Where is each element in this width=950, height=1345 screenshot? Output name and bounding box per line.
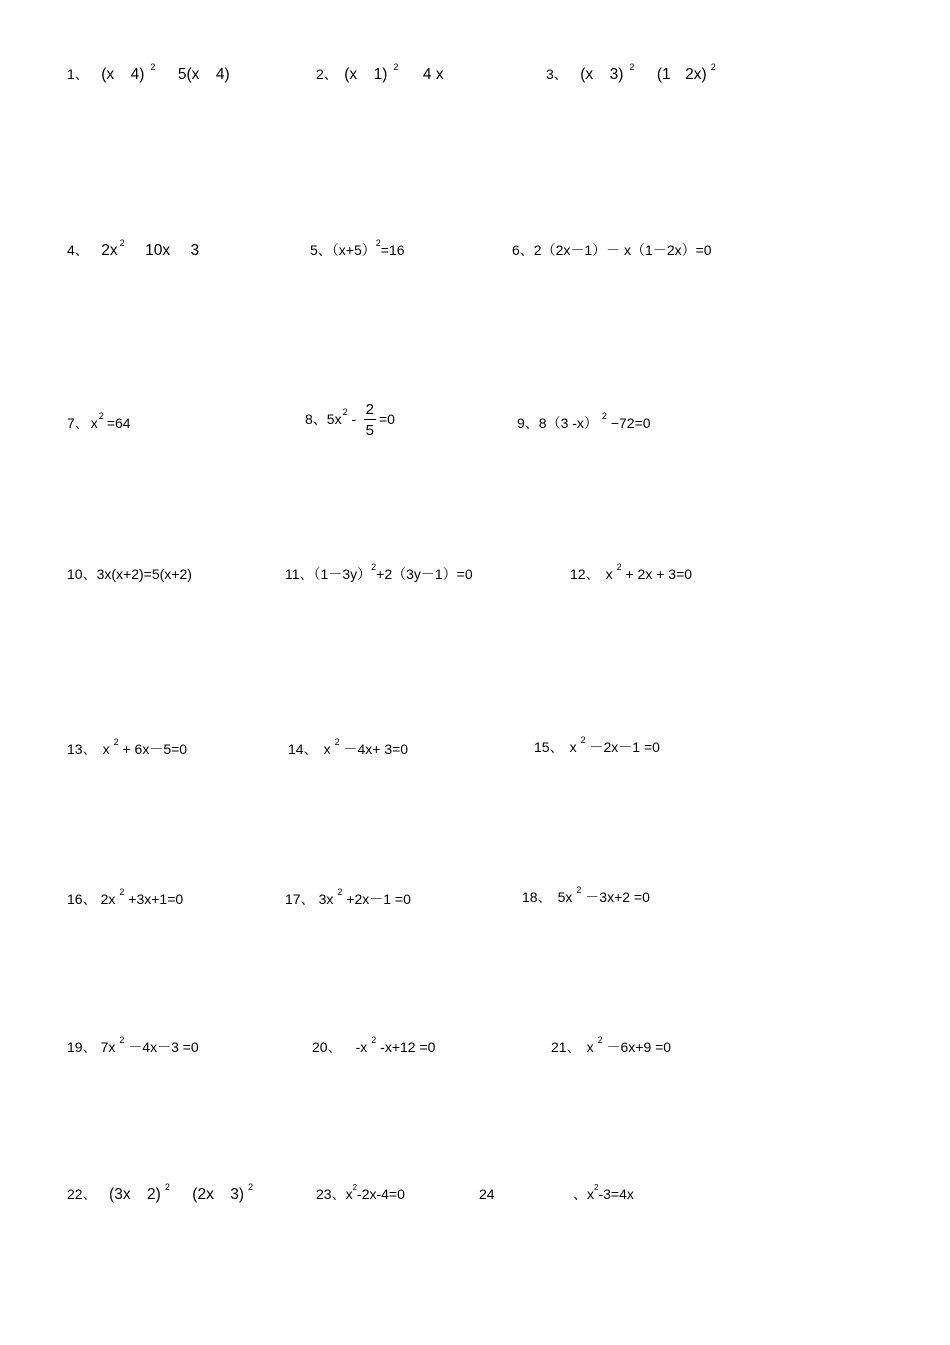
equation-part: x — [587, 1186, 595, 1202]
equation-part: －4x+ 3=0 — [339, 741, 409, 757]
problem-24 — [479, 1183, 634, 1203]
equation-part: x — [90, 415, 98, 431]
problem-number: 7、 — [67, 415, 89, 431]
equation-part: 2x — [100, 891, 116, 907]
exponent: 2 — [601, 411, 607, 421]
exponent: 2 — [248, 1182, 254, 1192]
equation-part: 1) — [373, 66, 388, 83]
exponent: 2 — [334, 737, 340, 747]
equation-part: x — [323, 741, 331, 757]
problem-19 — [67, 1035, 199, 1056]
problem-23 — [316, 1183, 405, 1203]
problem-number: 12、 — [570, 566, 600, 582]
exponent: 2 — [113, 737, 119, 747]
equation-part: 7x — [100, 1039, 116, 1055]
equation-part: 3 — [190, 242, 200, 259]
problem-number: 9、 — [517, 415, 539, 431]
equation-part: 8（3 -x） — [538, 415, 598, 431]
equation-part: -2x-4=0 — [357, 1186, 405, 1202]
equation-part: －4x－3 =0 — [124, 1039, 199, 1055]
problem-separator: 、 — [573, 1186, 588, 1202]
equation-part: 3x — [318, 891, 334, 907]
problem-number: 1、 — [67, 66, 89, 82]
problem-14 — [288, 737, 409, 758]
problem-21 — [551, 1035, 672, 1056]
equation-part: 3x(x+2)=5(x+2) — [96, 566, 192, 582]
equation-part: 5(x — [177, 66, 200, 83]
equation-part: =64 — [106, 415, 131, 431]
problem-17 — [285, 887, 411, 908]
exponent: 2 — [576, 885, 582, 895]
equation-part: －3x+2 =0 — [581, 889, 650, 905]
problem-number: 3、 — [546, 66, 568, 82]
problem-8 — [305, 402, 395, 438]
problem-number: 13、 — [67, 741, 97, 757]
equation-part: 2x — [101, 242, 118, 259]
equation-part: -3=4x — [598, 1186, 634, 1202]
problem-5 — [310, 238, 405, 259]
problem-4 — [67, 238, 200, 259]
exponent: 2 — [710, 62, 716, 72]
equation-part: +3x+1=0 — [124, 891, 184, 907]
equation-part: 4 x — [422, 66, 444, 83]
equation-part: x — [605, 566, 613, 582]
equation-part: 2) — [147, 1186, 161, 1203]
problem-number: 10、 — [67, 566, 97, 582]
exponent: 2 — [150, 62, 156, 72]
exponent: 2 — [119, 238, 125, 248]
exponent: 2 — [119, 1035, 125, 1045]
problem-number: 8、 — [305, 411, 327, 428]
equation-part: 5x — [326, 411, 342, 428]
equation-part: 10x — [145, 242, 171, 259]
exponent: 2 — [98, 411, 104, 421]
exponent: 2 — [119, 887, 125, 897]
problem-number: 23、 — [316, 1186, 346, 1202]
problem-number: 2、 — [316, 66, 338, 82]
fraction-denominator: 5 — [365, 422, 374, 439]
problem-number: 6、 — [512, 242, 534, 258]
exponent: 2 — [597, 1035, 603, 1045]
equation-part: （x+5） — [331, 242, 376, 258]
equation-part: (x — [101, 66, 115, 83]
problem-13 — [67, 737, 188, 758]
exponent: 2 — [616, 562, 622, 572]
equation-part: 3) — [230, 1186, 245, 1203]
problem-number: 17、 — [285, 891, 315, 907]
problem-10 — [67, 567, 192, 583]
equation-part: -x — [355, 1039, 368, 1055]
equation-part: x — [345, 1186, 353, 1202]
equation-part: (x — [580, 66, 594, 83]
fraction — [364, 402, 376, 438]
equation-part: (3x — [109, 1186, 131, 1203]
problem-20 — [312, 1035, 436, 1056]
problem-number: 5、 — [310, 242, 332, 258]
equation-part: x — [586, 1039, 594, 1055]
problem-number: 20、 — [312, 1039, 342, 1055]
problem-18 — [522, 885, 650, 906]
problem-number: 16、 — [67, 891, 97, 907]
problem-number: 19、 — [67, 1039, 97, 1055]
problem-number: 11、 — [285, 566, 314, 582]
problem-number: 4、 — [67, 242, 89, 258]
problem-7 — [67, 411, 131, 432]
exponent: 2 — [371, 1035, 377, 1045]
equation-part: + 2x + 3=0 — [621, 566, 693, 582]
equation-part: (1 — [656, 66, 671, 83]
fraction-numerator: 2 — [365, 401, 374, 418]
equation-part: −72=0 — [606, 415, 651, 431]
equation-part: －6x+9 =0 — [602, 1039, 672, 1055]
problem-9 — [517, 411, 651, 432]
equation-part: 3) — [609, 66, 624, 83]
equation-part: =16 — [380, 242, 405, 258]
problem-1 — [67, 62, 230, 83]
equation-part: -x+12 =0 — [376, 1039, 436, 1055]
equation-part: + 6x－5=0 — [118, 741, 188, 757]
problem-6 — [512, 243, 712, 259]
equation-part: +2（3y－1）=0 — [376, 566, 473, 582]
equation-part: (2x — [192, 1186, 214, 1203]
problem-number: 14、 — [288, 741, 318, 757]
exponent: 2 — [342, 407, 348, 418]
exponent: 2 — [164, 1182, 170, 1192]
equation-part: －2x－1 =0 — [585, 739, 660, 755]
problem-22 — [67, 1182, 254, 1203]
equation-part: x — [569, 739, 577, 755]
problem-number: 22、 — [67, 1186, 97, 1202]
equation-part: （1－3y） — [313, 566, 372, 582]
exponent: 2 — [393, 62, 399, 72]
equation-part: 2（2x－1）－ x（1－2x）=0 — [533, 242, 712, 258]
equation-part: 4) — [130, 66, 145, 83]
problem-2 — [316, 62, 444, 83]
equation-part: +2x－1 =0 — [342, 891, 411, 907]
exponent: 2 — [352, 1183, 358, 1192]
problem-15 — [534, 735, 660, 756]
equation-part: - — [347, 411, 357, 428]
exponent: 2 — [629, 62, 635, 72]
equation-part: x — [102, 741, 110, 757]
exponent: 2 — [594, 1183, 599, 1192]
problem-number: 21、 — [551, 1039, 581, 1055]
equation-part: (x — [344, 66, 358, 83]
equation-part: 4) — [215, 66, 230, 83]
problem-number: 24 — [479, 1186, 495, 1202]
equation-part: 2x) — [685, 66, 707, 83]
problem-number: 15、 — [534, 739, 564, 755]
exponent: 2 — [337, 887, 343, 897]
exponent: 2 — [375, 238, 381, 248]
problem-16 — [67, 887, 184, 908]
exponent: 2 — [580, 735, 586, 745]
exponent: 2 — [371, 562, 377, 572]
problem-12 — [570, 562, 693, 583]
problem-3 — [546, 62, 716, 83]
problem-11 — [285, 562, 473, 583]
equation-part: =0 — [378, 411, 395, 428]
problem-number: 18、 — [522, 889, 552, 905]
equation-part: 5x — [557, 889, 573, 905]
